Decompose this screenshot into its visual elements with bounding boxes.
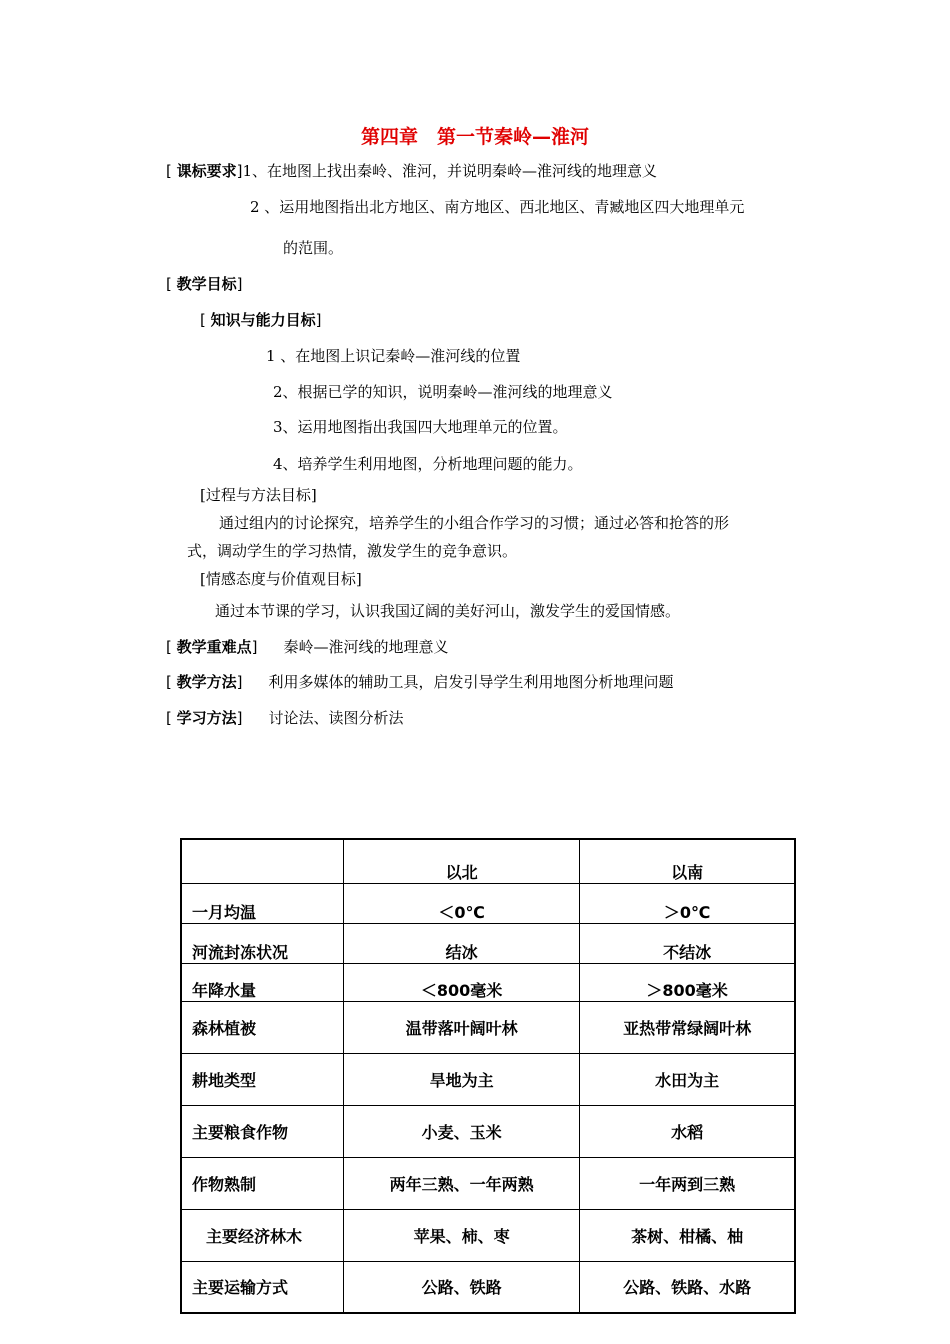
south-cell: 不结冰 bbox=[580, 923, 795, 963]
guocheng-label: [过程与方法目标] bbox=[200, 486, 317, 504]
jiaoxue-fangfa-label: 教学方法 bbox=[176, 673, 237, 691]
north-cell: 旱地为主 bbox=[344, 1053, 580, 1105]
row-label: 主要经济林木 bbox=[181, 1209, 344, 1261]
kebiao-item-2-line-1: 2 、运用地图指出北方地区、南方地区、西北地区、青臧地区四大地理单元 bbox=[250, 198, 745, 216]
table-header-row bbox=[181, 839, 795, 883]
table-header-cell: 以北 bbox=[344, 839, 580, 883]
kebiao-item-1: 1、在地图上找出秦岭、淮河，并说明秦岭—淮河线的地理意义 bbox=[242, 162, 658, 180]
south-cell: 茶树、柑橘、柚 bbox=[580, 1209, 795, 1261]
qinggan-text: 通过本节课的学习，认识我国辽阔的美好河山，激发学生的爱国情感。 bbox=[215, 602, 681, 620]
north-cell: 公路、铁路 bbox=[344, 1261, 580, 1313]
table-row bbox=[181, 1053, 795, 1105]
zhishi-heading: [ 知识与能力目标] bbox=[200, 311, 322, 329]
zhongnandian-line: [ 教学重难点] 秦岭—淮河线的地理意义 bbox=[166, 638, 449, 656]
table-row bbox=[181, 1261, 795, 1313]
north-cell: 结冰 bbox=[344, 923, 580, 963]
zhishi-item: 4、培养学生利用地图，分析地理问题的能力。 bbox=[273, 455, 583, 473]
table-row bbox=[181, 963, 795, 1001]
xuexi-fangfa-label: 学习方法 bbox=[176, 709, 237, 727]
zhishi-label: 知识与能力目标 bbox=[210, 311, 316, 329]
kebiao-label: 课标要求 bbox=[176, 162, 237, 180]
guocheng-text-line-1: 通过组内的讨论探究，培养学生的小组合作学习的习惯；通过必答和抢答的形 bbox=[219, 514, 730, 532]
table-row bbox=[181, 1209, 795, 1261]
north-cell: ＜800毫米 bbox=[344, 963, 580, 1001]
kebiao-line-1 bbox=[166, 161, 657, 181]
jiaoxue-fangfa-line: [ 教学方法] 利用多媒体的辅助工具，启发引导学生利用地图分析地理问题 bbox=[166, 673, 674, 691]
xuexi-fangfa-text: 讨论法、读图分析法 bbox=[268, 709, 404, 727]
south-cell: 亚热带常绿阔叶林 bbox=[580, 1001, 795, 1053]
row-label: 森林植被 bbox=[181, 1001, 344, 1053]
north-cell: 苹果、柿、枣 bbox=[344, 1209, 580, 1261]
north-cell: 两年三熟、一年两熟 bbox=[344, 1157, 580, 1209]
zhishi-item: 1 、在地图上识记秦岭—淮河线的位置 bbox=[266, 347, 521, 365]
row-label: 作物熟制 bbox=[181, 1157, 344, 1209]
jiaoxue-fangfa-text: 利用多媒体的辅助工具，启发引导学生利用地图分析地理问题 bbox=[268, 673, 674, 691]
north-cell: 小麦、玉米 bbox=[344, 1105, 580, 1157]
kebiao-item-2-line-2: 的范围。 bbox=[283, 239, 344, 257]
bracket-close: ] bbox=[236, 162, 243, 180]
row-label: 河流封冻状况 bbox=[181, 923, 344, 963]
south-cell: ＞800毫米 bbox=[580, 963, 795, 1001]
south-cell: 一年两到三熟 bbox=[580, 1157, 795, 1209]
south-cell: 水稻 bbox=[580, 1105, 795, 1157]
row-label: 耕地类型 bbox=[181, 1053, 344, 1105]
jiaoxue-mubiao-label: 教学目标 bbox=[176, 275, 237, 293]
bracket-open: [ bbox=[166, 162, 177, 180]
table-row bbox=[181, 923, 795, 963]
row-label: 主要粮食作物 bbox=[181, 1105, 344, 1157]
table-row bbox=[181, 1105, 795, 1157]
guocheng-text-line-2: 式，调动学生的学习热情，激发学生的竞争意识。 bbox=[187, 542, 518, 560]
south-cell: ＞0℃ bbox=[580, 883, 795, 923]
row-label: 主要运输方式 bbox=[181, 1261, 344, 1313]
xuexi-fangfa-line: [ 学习方法] 讨论法、读图分析法 bbox=[166, 709, 404, 727]
south-cell: 水田为主 bbox=[580, 1053, 795, 1105]
zhishi-item: 3、运用地图指出我国四大地理单元的位置。 bbox=[273, 418, 568, 436]
page-title: 第四章 第一节秦岭—淮河 bbox=[360, 126, 589, 148]
table-row bbox=[181, 883, 795, 923]
table-row bbox=[181, 1001, 795, 1053]
jiaoxue-mubiao-heading: [ 教学目标] bbox=[166, 275, 243, 293]
zhongnandian-text: 秦岭—淮河线的地理意义 bbox=[283, 638, 449, 656]
south-cell: 公路、铁路、水路 bbox=[580, 1261, 795, 1313]
table-row bbox=[181, 1157, 795, 1209]
zhongnandian-label: 教学重难点 bbox=[176, 638, 252, 656]
qinggan-label: [情感态度与价值观目标] bbox=[200, 570, 362, 588]
comparison-table bbox=[180, 838, 796, 1314]
table-header-cell bbox=[181, 839, 344, 883]
zhishi-item: 2、根据已学的知识，说明秦岭—淮河线的地理意义 bbox=[273, 383, 613, 401]
north-cell: 温带落叶阔叶林 bbox=[344, 1001, 580, 1053]
table-header-cell: 以南 bbox=[580, 839, 795, 883]
row-label: 一月均温 bbox=[181, 883, 344, 923]
north-cell: ＜0℃ bbox=[344, 883, 580, 923]
row-label: 年降水量 bbox=[181, 963, 344, 1001]
